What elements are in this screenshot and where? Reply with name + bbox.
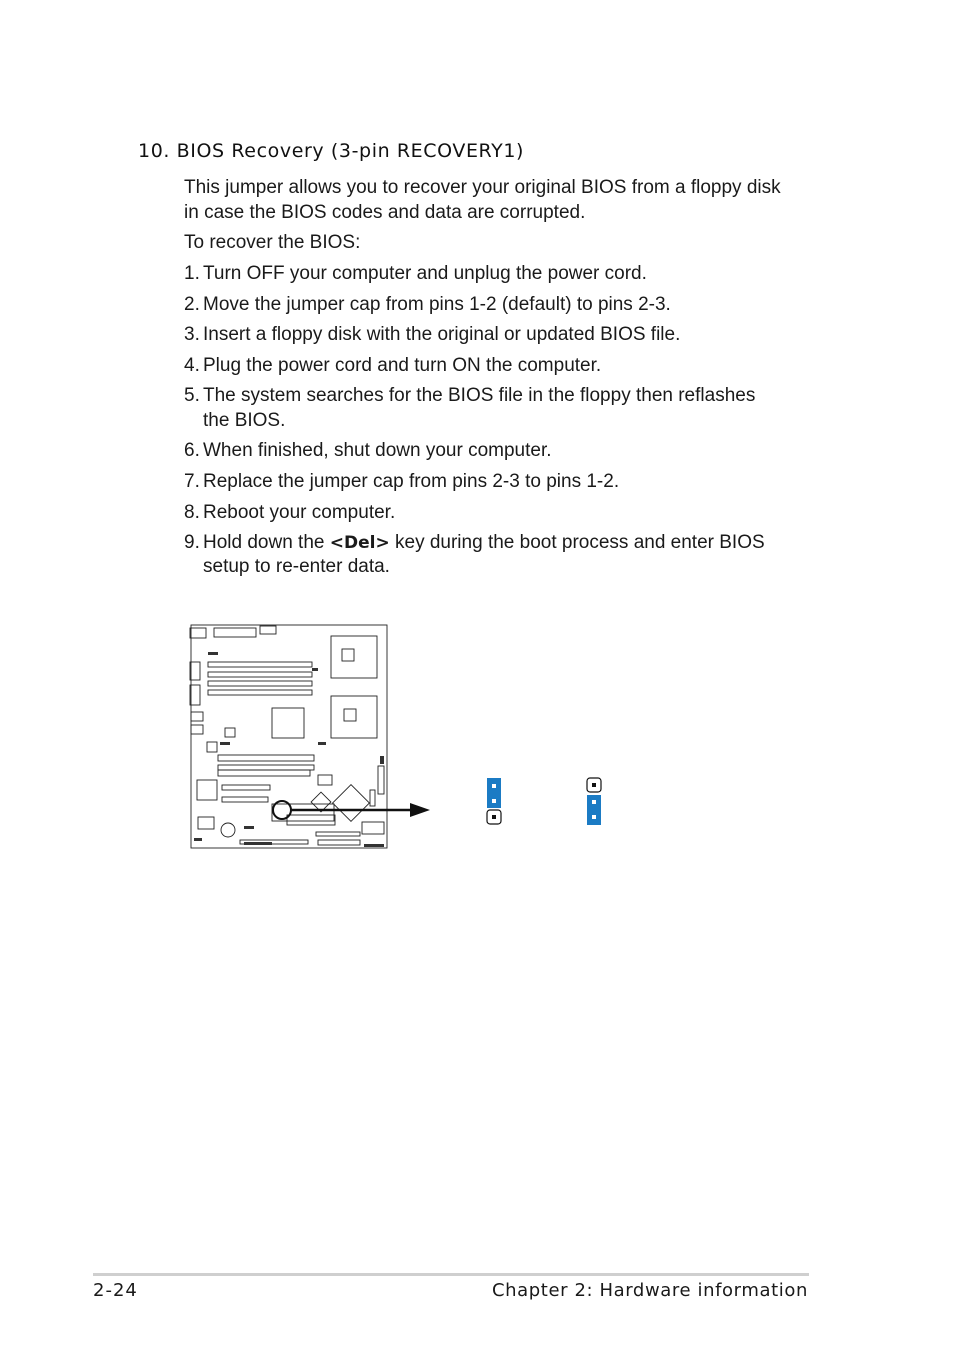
page-number: 2-24 bbox=[93, 1280, 138, 1301]
step-5: 5. The system searches for the BIOS file in the floppy then reflashes bbox=[184, 385, 756, 406]
step-3: 3. Insert a floppy disk with the original or updated BIOS file. bbox=[184, 324, 681, 345]
section-title: 10. BIOS Recovery (3-pin RECOVERY1) bbox=[138, 140, 525, 162]
motherboard-layout-diagram bbox=[180, 615, 640, 860]
footer-divider bbox=[93, 1273, 809, 1276]
step-8: 8. Reboot your computer. bbox=[184, 502, 396, 523]
intro-line-3: To recover the BIOS: bbox=[184, 232, 361, 253]
del-key: <Del> bbox=[329, 533, 390, 553]
step-1: 1. Turn OFF your computer and unplug the power cord. bbox=[184, 263, 647, 284]
step-2: 2. Move the jumper cap from pins 1-2 (default) to pins 2-3. bbox=[184, 294, 671, 315]
step-4: 4. Plug the power cord and turn ON the computer. bbox=[184, 355, 602, 376]
jumper-setting-normal bbox=[487, 778, 501, 824]
jumper-setting-recovery bbox=[587, 778, 601, 825]
step-5-continued: the BIOS. bbox=[203, 410, 286, 431]
intro-line-2: in case the BIOS codes and data are corrupted. bbox=[184, 202, 586, 223]
step-9-continued: setup to re-enter data. bbox=[203, 556, 390, 577]
step-9: 9. Hold down the <Del> key during the boot process and enter BIOS bbox=[184, 532, 765, 553]
chapter-title: Chapter 2: Hardware information bbox=[491, 1280, 808, 1301]
step-6: 6. When finished, shut down your computer. bbox=[184, 440, 552, 461]
arrow-icon bbox=[410, 803, 430, 817]
step-7: 7. Replace the jumper cap from pins 2-3 to pins 1-2. bbox=[184, 471, 620, 492]
intro-line-1: This jumper allows you to recover your original BIOS from a floppy disk bbox=[184, 177, 781, 198]
